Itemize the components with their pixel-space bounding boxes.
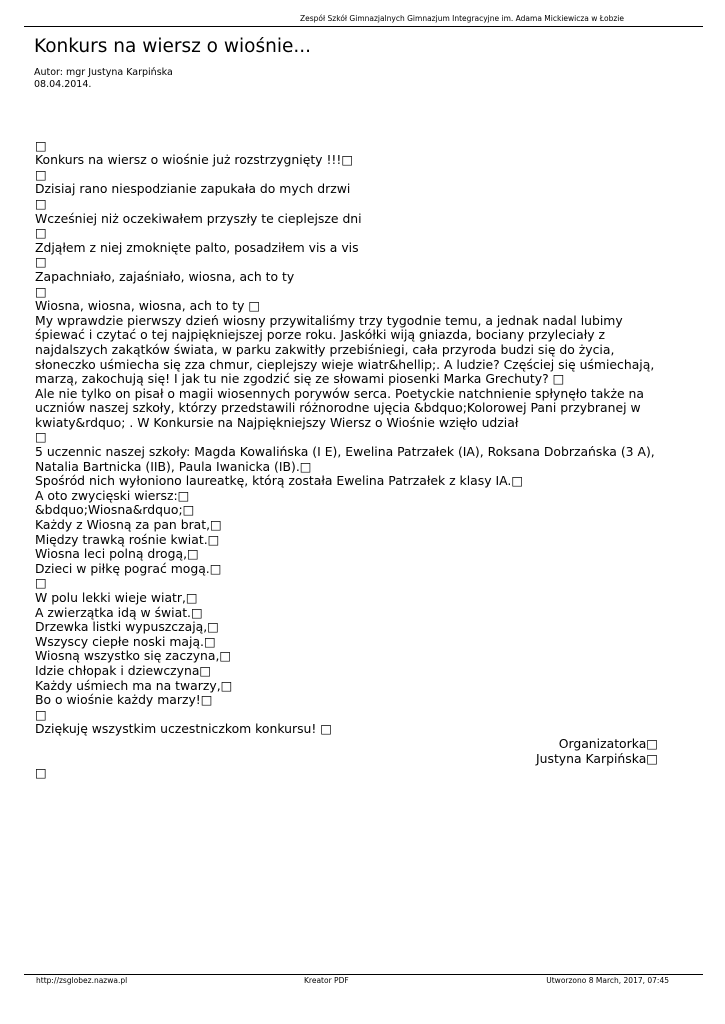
header-rule: [24, 26, 703, 27]
text-line: □: [35, 137, 47, 153]
footer-rule: [24, 974, 703, 975]
text-line: Wcześniej niż oczekiwałem przyszły te cieplejsze dni: [35, 210, 362, 226]
poem-line: Wiosna leci polną drogą,□: [35, 546, 199, 562]
text-line: □: [35, 283, 47, 299]
poem-line: A zwierzątka idą w świat.□: [35, 604, 203, 620]
paragraph: My wprawdzie pierwszy dzień wiosny przywitaliśmy trzy tygodnie temu, a jednak nadal lubimy śpiewać i czytać o tej najpiękniejszej porze roku. Jaskółki wiją gniazda, bociany przyleciały z najdalszych zakątków świata, w parku zakwitły przebiśniegi, cała przyroda budzi się do życia, słoneczko uśmiecha się zza chmur, cieplejszy wieje wiatr&hellip;. A ludzie? Częściej się uśmiechają, marzą, zakochują się! I jak tu nie zgodzić się ze słowami piosenki Marka Grechuty? □: [35, 312, 655, 387]
poem-line: Idzie chłopak i dziewczyna□: [35, 662, 212, 678]
poem-line: Każdy z Wiosną za pan brat,□: [35, 517, 222, 533]
text-line: Wiosna, wiosna, wiosna, ach to ty □: [35, 298, 261, 314]
article-date: 08.04.2014.: [34, 79, 92, 90]
text-line: A oto zwycięski wiersz:□: [35, 487, 190, 503]
text-line: □: [35, 765, 47, 781]
text-line: □: [35, 429, 47, 445]
poem-line: Między trawką rośnie kwiat.□: [35, 531, 220, 547]
paragraph: 5 uczennic naszej szkoły: Magda Kowalińska (I E), Ewelina Patrzałek (IA), Roksana Dobrzańska (3 A), Natalia Bartnicka (IIB), Paula Iwanicka (IB).□: [35, 444, 655, 474]
footer-generator: Kreator PDF: [304, 976, 349, 985]
article-body: [35, 124, 675, 781]
paragraph: Ale nie tylko on pisał o magii wiosennych porywów serca. Poetyckie natchnienie spłynęło także na uczniów naszej szkoły, którzy przedstawili różnorodne ujęcia &bdquo;Kolorowej Pani przybranej w kwiaty&rdquo; . W Konkursie na Najpiękniejszy Wiersz o Wiośnie wzięło udział: [35, 385, 644, 430]
text-line: □: [35, 166, 47, 182]
text-line: □: [35, 195, 47, 211]
poem-line: Każdy uśmiech ma na twarzy,□: [35, 677, 233, 693]
signature-name: Justyna Karpińska□: [535, 750, 658, 766]
article-title: Konkurs na wiersz o wiośnie...: [34, 36, 311, 57]
text-line: [35, 124, 675, 139]
article-meta: [34, 67, 173, 91]
thanks-line: Dziękuję wszystkim uczestniczkom konkursu! □: [35, 721, 332, 737]
signature-role: Organizatorka□: [558, 735, 658, 751]
text-line: Dzisiaj rano niespodzianie zapukała do mych drzwi: [35, 181, 351, 197]
text-line: □: [35, 225, 47, 241]
text-line: Spośród nich wyłoniono laureatkę, którą została Ewelina Patrzałek z klasy IA.□: [35, 473, 524, 489]
poem-line: Wiosną wszystko się zaczyna,□: [35, 648, 232, 664]
school-name-header: Zespół Szkół Gimnazjalnych Gimnazjum Integracyjne im. Adama Mickiewicza w Łobzie: [300, 14, 624, 23]
text-line: Zdjąłem z niej zmoknięte palto, posadziłem vis a vis: [35, 239, 359, 255]
poem-line: Dzieci w piłkę pograć mogą.□: [35, 560, 222, 576]
article-author: Autor: mgr Justyna Karpińska: [34, 67, 173, 78]
footer-url-link[interactable]: http://zsglobez.nazwa.pl: [36, 976, 128, 985]
footer-created-date: Utworzono 8 March, 2017, 07:45: [546, 976, 669, 985]
text-line: □: [35, 706, 47, 722]
poem-line: Drzewka listki wypuszczają,□: [35, 619, 219, 635]
text-line: Konkurs na wiersz o wiośnie już rozstrzygnięty !!!□: [35, 152, 354, 168]
poem-title: &bdquo;Wiosna&rdquo;□: [35, 502, 195, 518]
text-line: Zapachniało, zajaśniało, wiosna, ach to ty: [35, 268, 295, 284]
poem-line: □: [35, 575, 47, 591]
poem-line: W polu lekki wieje wiatr,□: [35, 590, 198, 605]
text-line: □: [35, 254, 47, 270]
poem-line: Wszyscy ciepłe noski mają.□: [35, 633, 216, 649]
poem-line: Bo o wiośnie każdy marzy!□: [35, 692, 213, 708]
